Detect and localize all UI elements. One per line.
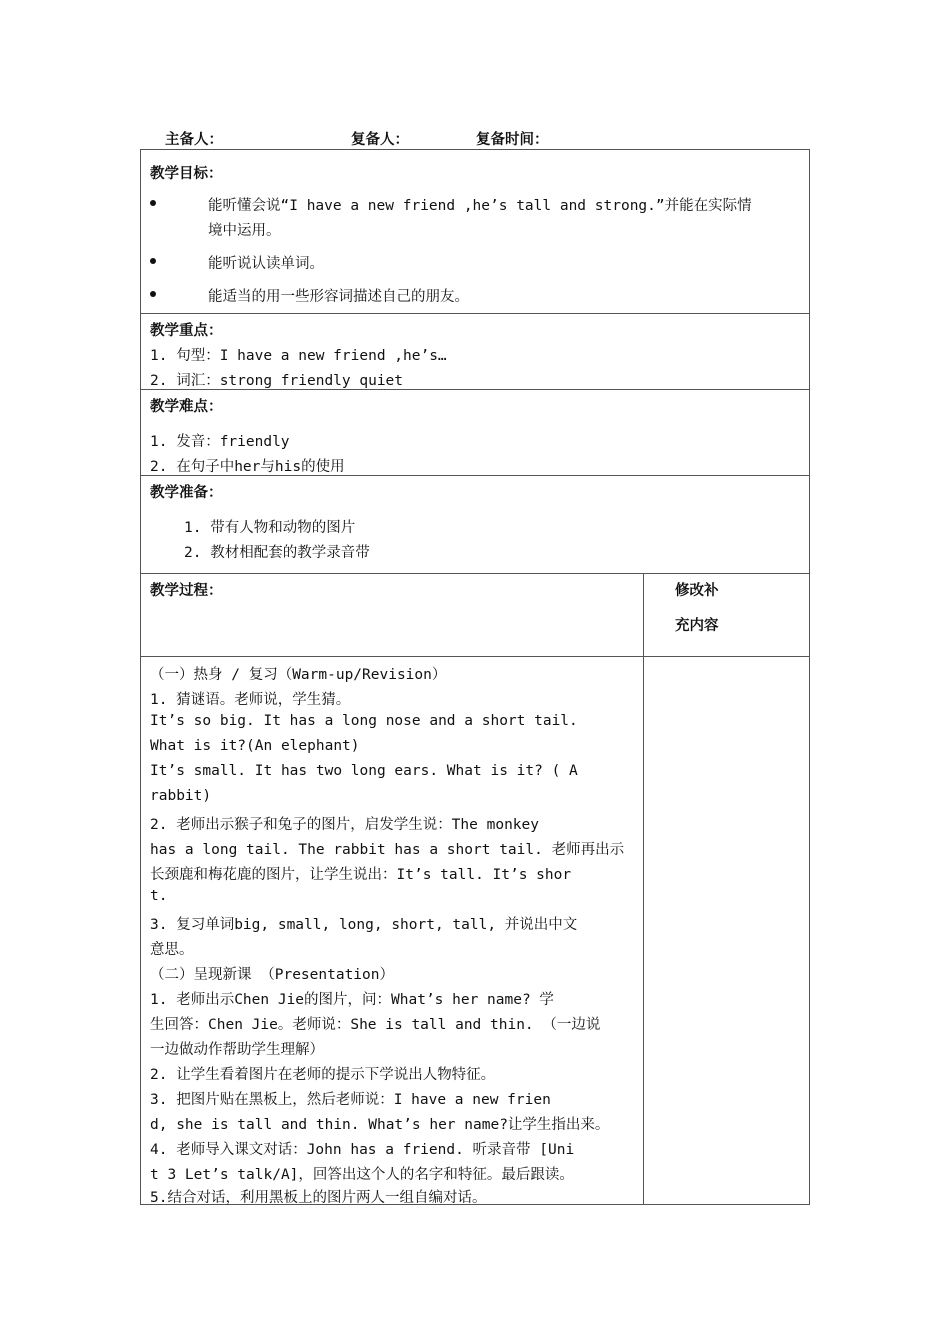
process-header-main — [140, 573, 644, 657]
process-line: t. — [150, 888, 168, 904]
process-line: rabbit) — [150, 788, 212, 804]
process-line: 意思。 — [150, 942, 194, 958]
objectives-title: 教学目标： — [150, 166, 223, 182]
process-header-side — [643, 573, 810, 657]
process-line: t 3 Let’s talk/A]，回答出这个人的名字和特征。最后跟读。 — [150, 1167, 574, 1183]
process-title: 教学过程： — [150, 583, 223, 599]
process-line: 2. 让学生看着图片在老师的提示下学说出人物特征。 — [150, 1067, 496, 1083]
key-point-line: 1. 句型：I have a new friend ,he’s… — [150, 348, 447, 364]
main-preparer-label: 主备人： — [165, 132, 223, 148]
difficulty-line: 1. 发音：friendly — [150, 434, 290, 450]
process-line: 生回答：Chen Jie。老师说：She is tall and thin. （一边说 — [150, 1017, 601, 1033]
bullet-icon — [150, 291, 156, 297]
bullet-icon — [150, 200, 156, 206]
process-line: 一边做动作帮助学生理解） — [150, 1042, 324, 1058]
objective-line: 能听懂会说“I have a new friend ,he’s tall and strong.”并能在实际情 — [208, 198, 752, 214]
process-line: （二）呈现新课 （Presentation） — [150, 967, 394, 983]
process-line: d, she is tall and thin. What’s her name?让学生指出来。 — [150, 1117, 610, 1133]
process-line: 2. 老师出示猴子和兔子的图片，启发学生说：The monkey — [150, 817, 539, 833]
side-title-line-2: 充内容 — [675, 618, 719, 634]
co-preparer-label: 复备人： — [351, 132, 409, 148]
preparation-line: 2. 教材相配套的教学录音带 — [184, 545, 370, 561]
key-point-line: 2. 词汇：strong friendly quiet — [150, 373, 404, 389]
process-body-main — [140, 656, 644, 1205]
preparation-section — [140, 475, 810, 574]
process-body-side — [643, 656, 810, 1205]
objectives-section — [140, 149, 810, 314]
process-line: 长颈鹿和梅花鹿的图片，让学生说出：It’s tall. It’s shor — [150, 867, 572, 883]
process-line: has a long tail. The rabbit has a short tail. 老师再出示 — [150, 842, 625, 858]
difficulties-section — [140, 389, 810, 476]
key-points-title: 教学重点： — [150, 323, 223, 339]
process-line: It’s so big. It has a long nose and a short tail. — [150, 713, 578, 729]
process-line: （一）热身 / 复习（Warm-up/Revision） — [150, 667, 447, 683]
difficulties-title: 教学难点： — [150, 399, 223, 415]
process-line: It’s small. It has two long ears. What is it? ( A — [150, 763, 578, 779]
difficulty-line: 2. 在句子中her与his的使用 — [150, 459, 345, 475]
process-line: 4. 老师导入课文对话：John has a friend. 听录音带 [Uni — [150, 1142, 575, 1158]
preparation-title: 教学准备： — [150, 485, 223, 501]
review-time-label: 复备时间： — [476, 132, 549, 148]
process-line: 3. 把图片贴在黑板上，然后老师说：I have a new frien — [150, 1092, 551, 1108]
side-title-line-1: 修改补 — [675, 583, 719, 599]
objective-line: 境中运用。 — [208, 223, 281, 239]
bullet-icon — [150, 258, 156, 264]
key-points-section — [140, 313, 810, 390]
process-line: 1. 老师出示Chen Jie的图片，问：What’s her name? 学 — [150, 992, 554, 1008]
objective-line: 能听说认读单词。 — [208, 256, 324, 272]
preparation-line: 1. 带有人物和动物的图片 — [184, 520, 356, 536]
process-line: 5.结合对话，利用黑板上的图片两人一组自编对话。 — [150, 1190, 487, 1206]
process-line: What is it?(An elephant) — [150, 738, 360, 754]
process-line: 1. 猜谜语。老师说，学生猜。 — [150, 692, 351, 708]
document-header — [165, 128, 865, 148]
process-line: 3. 复习单词big, small, long, short, tall, 并说出中文 — [150, 917, 578, 933]
objective-line: 能适当的用一些形容词描述自己的朋友。 — [208, 289, 469, 305]
